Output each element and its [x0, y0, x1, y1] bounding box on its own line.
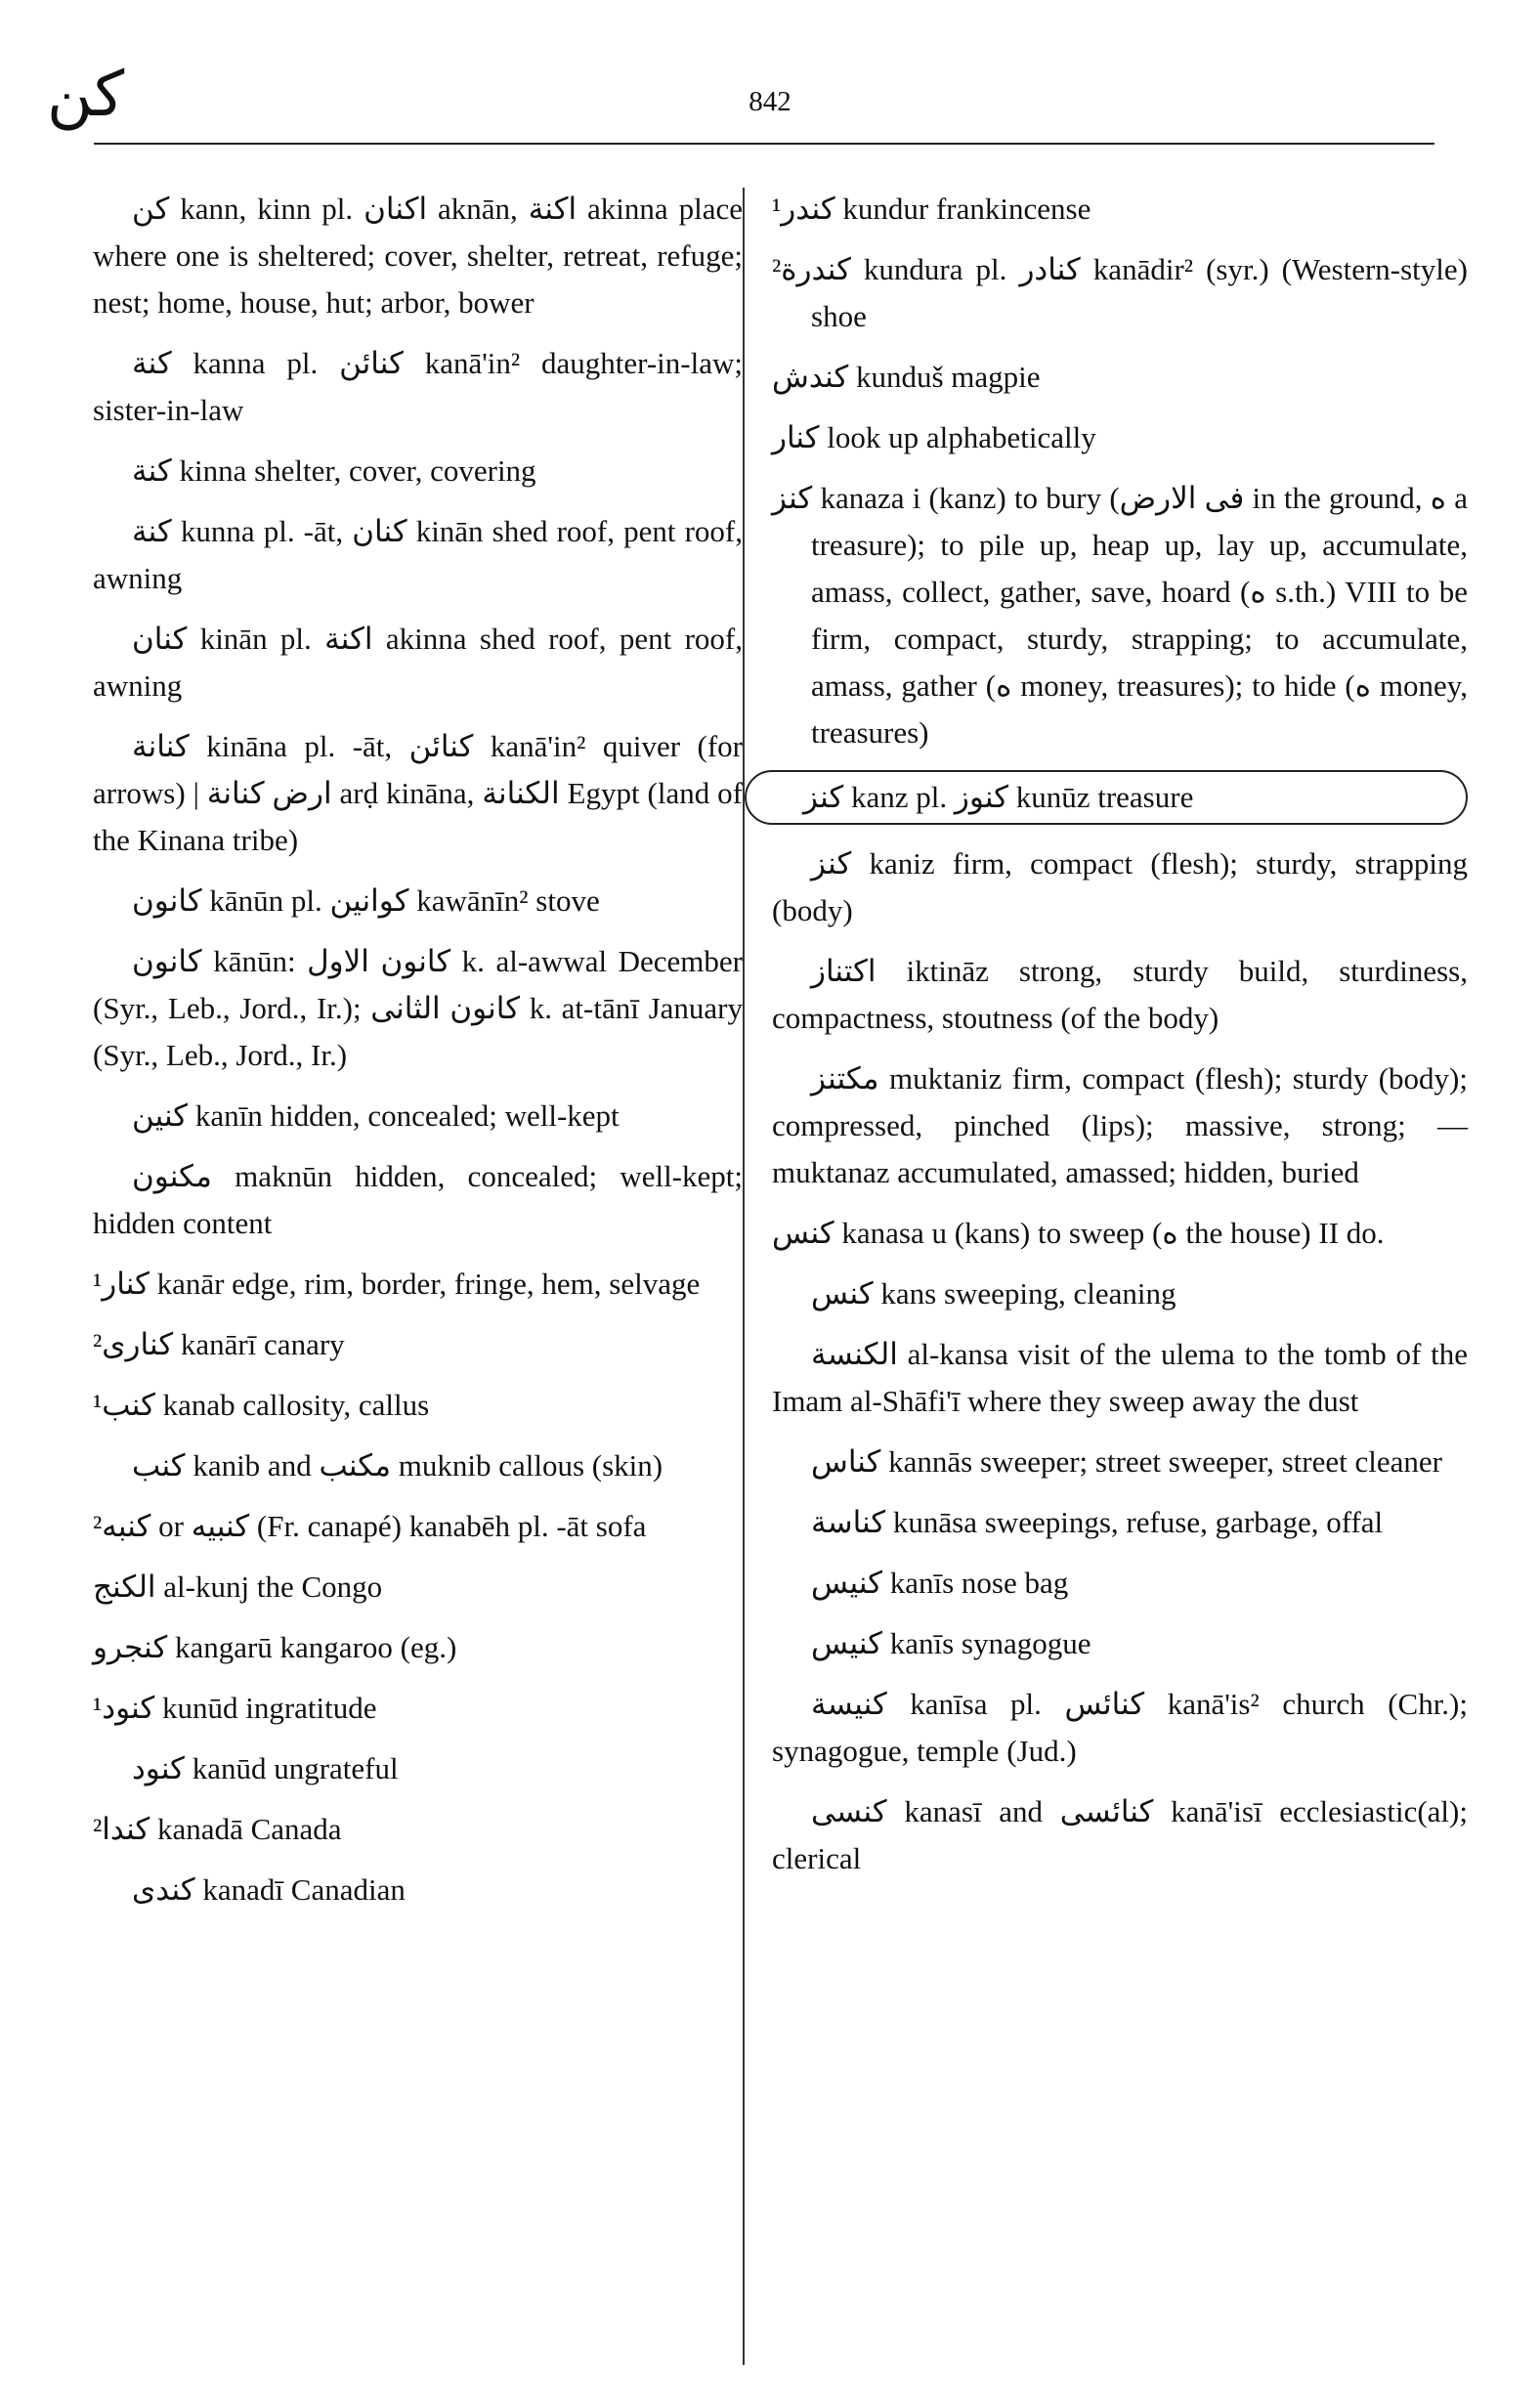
dictionary-entry: ²كندرة kundura pl. كنادر kanādir² (syr.) (Western-style) shoe [772, 252, 1468, 333]
left-column [93, 186, 743, 1927]
dictionary-entry: كناسة kunāsa sweepings, refuse, garbage, offal [811, 1505, 1384, 1539]
page-number: 842 [749, 86, 791, 117]
dictionary-entry: كنة kunna pl. -āt, كنان kinān shed roof, pent roof, awning [93, 514, 743, 595]
right-column [772, 186, 1468, 1896]
dictionary-entry: كنس kans sweeping, cleaning [811, 1276, 1176, 1311]
dictionary-entry: كنب kanib and مكنب muknib callous (skin) [132, 1448, 663, 1483]
header-rule [94, 143, 1434, 145]
running-head-word: كن [47, 60, 125, 129]
dictionary-entry: ¹كنب kanab callosity, callus [93, 1388, 430, 1422]
dictionary-entry: كنيسة kanīsa pl. كنائس kanā'is² church (Chr.); synagogue, temple (Jud.) [772, 1687, 1468, 1768]
dictionary-entry: كنة kinna shelter, cover, covering [132, 453, 536, 488]
dictionary-entry: كانون kānūn pl. كوانين kawānīn² stove [132, 883, 600, 918]
dictionary-entry: كناس kannās sweeper; street sweeper, street cleaner [811, 1444, 1442, 1479]
circled-entry: كنز kanz pl. كنوز kunūz treasure [745, 770, 1468, 825]
dictionary-entry: كانون kānūn: كانون الاول k. al-awwal December (Syr., Leb., Jord., Ir.); كانون الثانى k. at-tānī January (Syr., Leb., Jord., Ir.) [93, 944, 743, 1072]
dictionary-entry: كنيس kanīs synagogue [811, 1626, 1091, 1660]
dictionary-entry: كنة kanna pl. كنائن kanā'in² daughter-in-law; sister-in-law [93, 346, 743, 427]
dictionary-entry: ²كنبه or كنبيه (Fr. canapé) kanabēh pl. -āt sofa [93, 1509, 647, 1543]
dictionary-entry: كنانة kināna pl. -āt, كنائن kanā'in² quiver (for arrows) | ارض كنانة arḍ kināna, الكنانة Egypt (land of the Kinana tribe) [93, 729, 743, 857]
dictionary-entry: ¹كندر kundur frankincense [772, 192, 1091, 226]
dictionary-entry: كنار look up alphabetically [772, 420, 1096, 454]
dictionary-entry: اكتناز iktināz strong, sturdy build, sturdiness, compactness, stoutness (of the body) [772, 954, 1468, 1035]
dictionary-entry: كنز kaniz firm, compact (flesh); sturdy, strapping (body) [772, 846, 1468, 927]
dictionary-entry: مكتنز muktaniz firm, compact (flesh); sturdy (body); compressed, pinched (lips); massive, strong; — muktanaz accumulated, amassed; hidden, buried [772, 1061, 1468, 1189]
dictionary-entry: كنين kanīn hidden, concealed; well-kept [132, 1098, 620, 1133]
dictionary-entry: كندش kunduš magpie [772, 360, 1041, 394]
dictionary-entry: كندى kanadī Canadian [132, 1872, 406, 1907]
dictionary-entry: الكنسة al-kansa visit of the ulema to the tomb of the Imam al-Shāfi'ī where they sweep away the dust [772, 1337, 1468, 1418]
dictionary-entry: كنس kanasa u (kans) to sweep (ه the house) II do. [772, 1216, 1385, 1250]
dictionary-entry: كنجرو kangarū kangaroo (eg.) [93, 1630, 457, 1664]
dictionary-entry: كنيس kanīs nose bag [811, 1566, 1069, 1600]
dictionary-entry: ¹كنود kunūd ingratitude [93, 1691, 377, 1725]
dictionary-entry: كنود kanūd ungrateful [132, 1751, 399, 1785]
dictionary-entry: كنسى kanasī and كنائسى kanā'isī ecclesiastic(al); clerical [772, 1794, 1468, 1875]
dictionary-entry: كنز kanaza i (kanz) to bury (فى الارض in the ground, ه a treasure); to pile up, heap up, lay up, accumulate, amass, collect, gather, save, hoard (ه s.th.) VIII to be firm, compact, sturdy, strapping; to accumulate, amass, gather (ه money, treasures); to hide (ه money, treasures) [772, 481, 1469, 750]
dictionary-entry: ²كنارى kanārī canary [93, 1327, 345, 1361]
dictionary-entry: الكنج al-kunj the Congo [93, 1569, 383, 1604]
dictionary-entry: مكنون maknūn hidden, concealed; well-kept; hidden content [93, 1159, 743, 1240]
column-divider [743, 188, 745, 2365]
dictionary-entry: كنان kinān pl. اكنة akinna shed roof, pent roof, awning [93, 622, 743, 703]
dictionary-entry: ¹كنار kanār edge, rim, border, fringe, hem, selvage [93, 1267, 701, 1301]
dictionary-entry: ²كندا kanadā Canada [93, 1812, 342, 1846]
dictionary-entry: كن kann, kinn pl. اكنان aknān, اكنة akinna place where one is sheltered; cover, shelter, retreat, refuge; nest; home, house, hut; arbor, bower [93, 192, 743, 320]
